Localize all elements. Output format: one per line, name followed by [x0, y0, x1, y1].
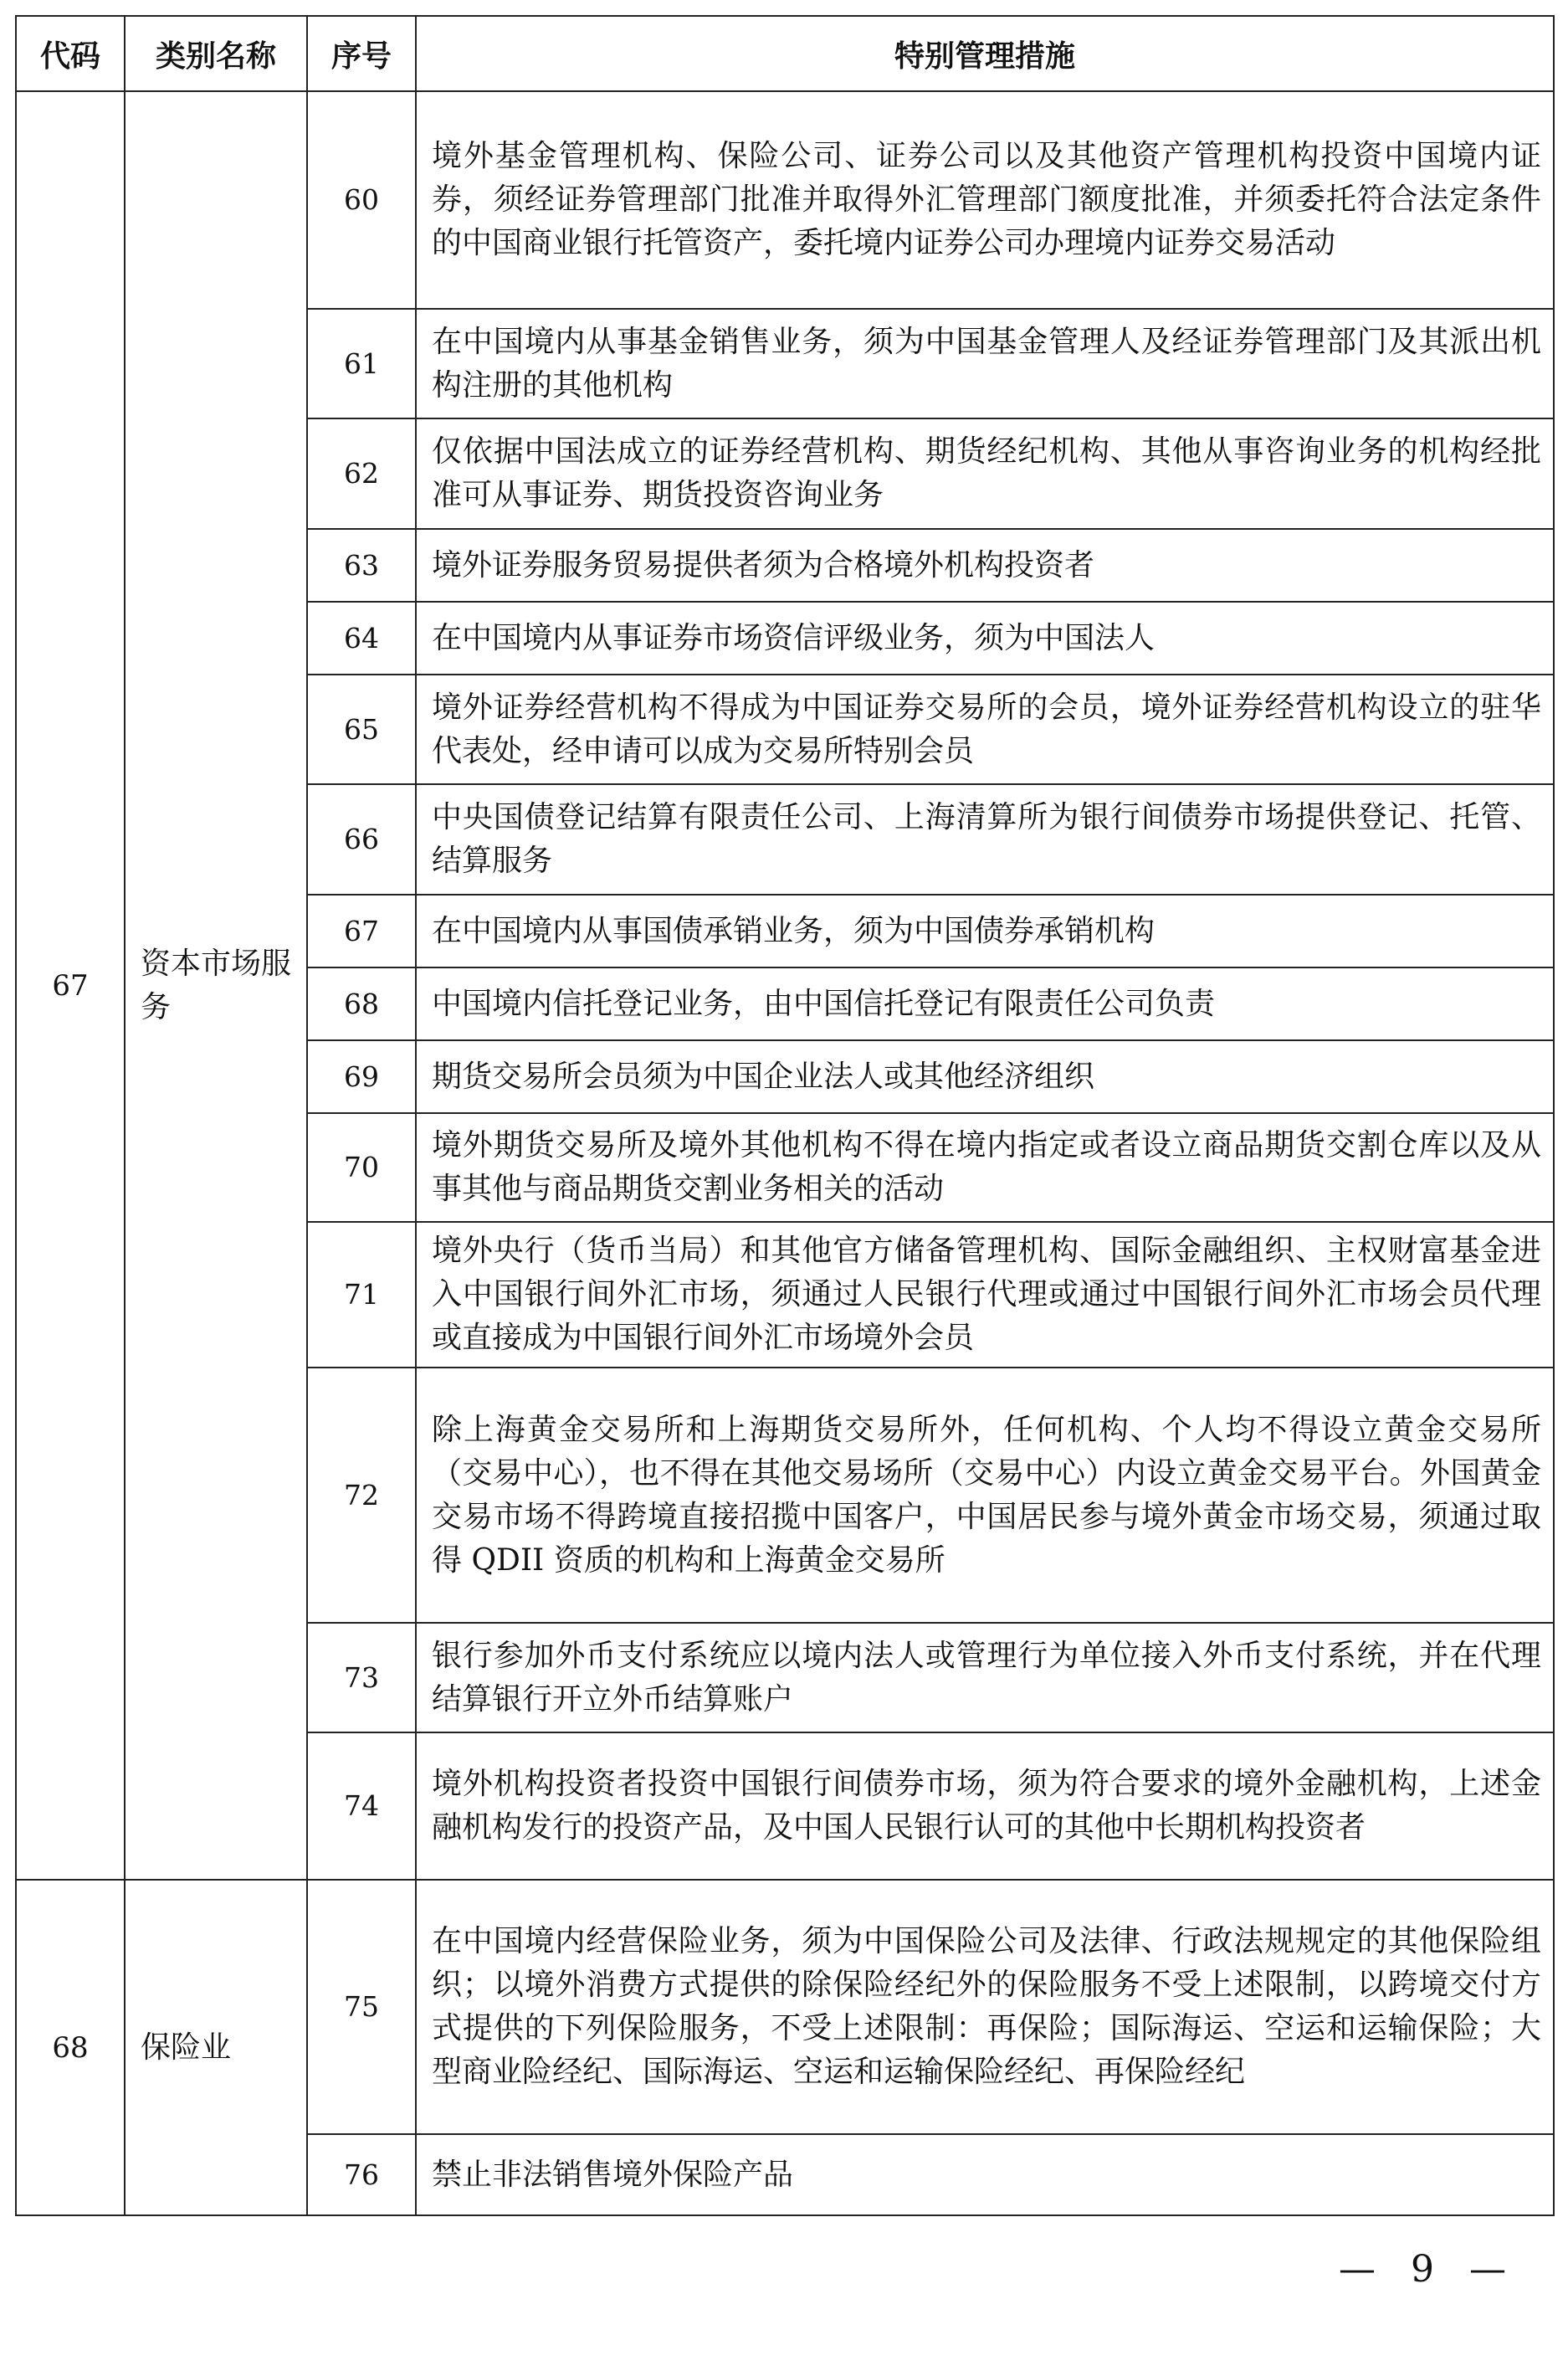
row-measure: 期货交易所会员须为中国企业法人或其他经济组织 — [416, 1040, 1554, 1113]
row-seq: 60 — [307, 91, 416, 309]
row-measure: 仅依据中国法成立的证券经营机构、期货经纪机构、其他从事咨询业务的机构经批准可从事证券、期货投资咨询业务 — [416, 418, 1554, 529]
row-seq: 65 — [307, 675, 416, 784]
row-measure: 境外基金管理机构、保险公司、证券公司以及其他资产管理机构投资中国境内证券，须经证券管理部门批准并取得外汇管理部门额度批准，并须委托符合法定条件的中国商业银行托管资产，委托境内证券公司办理境内证券交易活动 — [416, 91, 1554, 309]
table-header-row — [16, 16, 1554, 91]
row-seq: 71 — [307, 1222, 416, 1368]
row-seq: 64 — [307, 602, 416, 675]
row-seq: 62 — [307, 418, 416, 529]
row-measure: 境外期货交易所及境外其他机构不得在境内指定或者设立商品期货交割仓库以及从事其他与商品期货交割业务相关的活动 — [416, 1113, 1554, 1222]
header-category: 类别名称 — [125, 16, 307, 91]
row-seq: 76 — [307, 2134, 416, 2215]
row-measure: 除上海黄金交易所和上海期货交易所外，任何机构、个人均不得设立黄金交易所（交易中心），也不得在其他交易场所（交易中心）内设立黄金交易平台。外国黄金交易市场不得跨境直接招揽中国客户，中国居民参与境外黄金市场交易，须通过取得 QDII 资质的机构和上海黄金交易所 — [416, 1368, 1554, 1623]
row-measure: 境外机构投资者投资中国银行间债券市场，须为符合要求的境外金融机构，上述金融机构发行的投资产品，及中国人民银行认可的其他中长期机构投资者 — [416, 1732, 1554, 1880]
row-measure: 在中国境内经营保险业务，须为中国保险公司及法律、行政法规规定的其他保险组织；以境外消费方式提供的除保险经纪外的保险服务不受上述限制，以跨境交付方式提供的下列保险服务，不受上述限制：再保险；国际海运、空运和运输保险；大型商业险经纪、国际海运、空运和运输保险经纪、再保险经纪 — [416, 1880, 1554, 2134]
row-measure: 在中国境内从事基金销售业务，须为中国基金管理人及经证券管理部门及其派出机构注册的其他机构 — [416, 309, 1554, 418]
row-seq: 61 — [307, 309, 416, 418]
table-row — [16, 91, 1554, 309]
group-code: 67 — [16, 91, 125, 1880]
table-row — [16, 1880, 1554, 2134]
group-category: 资本市场服务 — [125, 91, 307, 1880]
group-code: 68 — [16, 1880, 125, 2215]
page-number: — 9 — — [1339, 2248, 1518, 2291]
row-seq: 66 — [307, 784, 416, 895]
measures-table — [15, 15, 1555, 2216]
row-seq: 72 — [307, 1368, 416, 1623]
row-measure: 中央国债登记结算有限责任公司、上海清算所为银行间债券市场提供登记、托管、结算服务 — [416, 784, 1554, 895]
header-code: 代码 — [16, 16, 125, 91]
row-seq: 63 — [307, 529, 416, 602]
row-seq: 67 — [307, 895, 416, 967]
row-measure: 在中国境内从事证券市场资信评级业务，须为中国法人 — [416, 602, 1554, 675]
row-measure: 在中国境内从事国债承销业务，须为中国债券承销机构 — [416, 895, 1554, 967]
row-seq: 73 — [307, 1623, 416, 1732]
row-seq: 69 — [307, 1040, 416, 1113]
row-seq: 70 — [307, 1113, 416, 1222]
row-seq: 68 — [307, 967, 416, 1040]
row-seq: 74 — [307, 1732, 416, 1880]
row-measure: 银行参加外币支付系统应以境内法人或管理行为单位接入外币支付系统，并在代理结算银行开立外币结算账户 — [416, 1623, 1554, 1732]
row-measure: 中国境内信托登记业务，由中国信托登记有限责任公司负责 — [416, 967, 1554, 1040]
row-measure: 境外证券服务贸易提供者须为合格境外机构投资者 — [416, 529, 1554, 602]
row-seq: 75 — [307, 1880, 416, 2134]
group-category: 保险业 — [125, 1880, 307, 2215]
header-measures: 特别管理措施 — [416, 16, 1554, 91]
row-measure: 禁止非法销售境外保险产品 — [416, 2134, 1554, 2215]
header-seq: 序号 — [307, 16, 416, 91]
row-measure: 境外证券经营机构不得成为中国证券交易所的会员，境外证券经营机构设立的驻华代表处，经申请可以成为交易所特别会员 — [416, 675, 1554, 784]
row-measure: 境外央行（货币当局）和其他官方储备管理机构、国际金融组织、主权财富基金进入中国银行间外汇市场，须通过人民银行代理或通过中国银行间外汇市场会员代理或直接成为中国银行间外汇市场境外会员 — [416, 1222, 1554, 1368]
